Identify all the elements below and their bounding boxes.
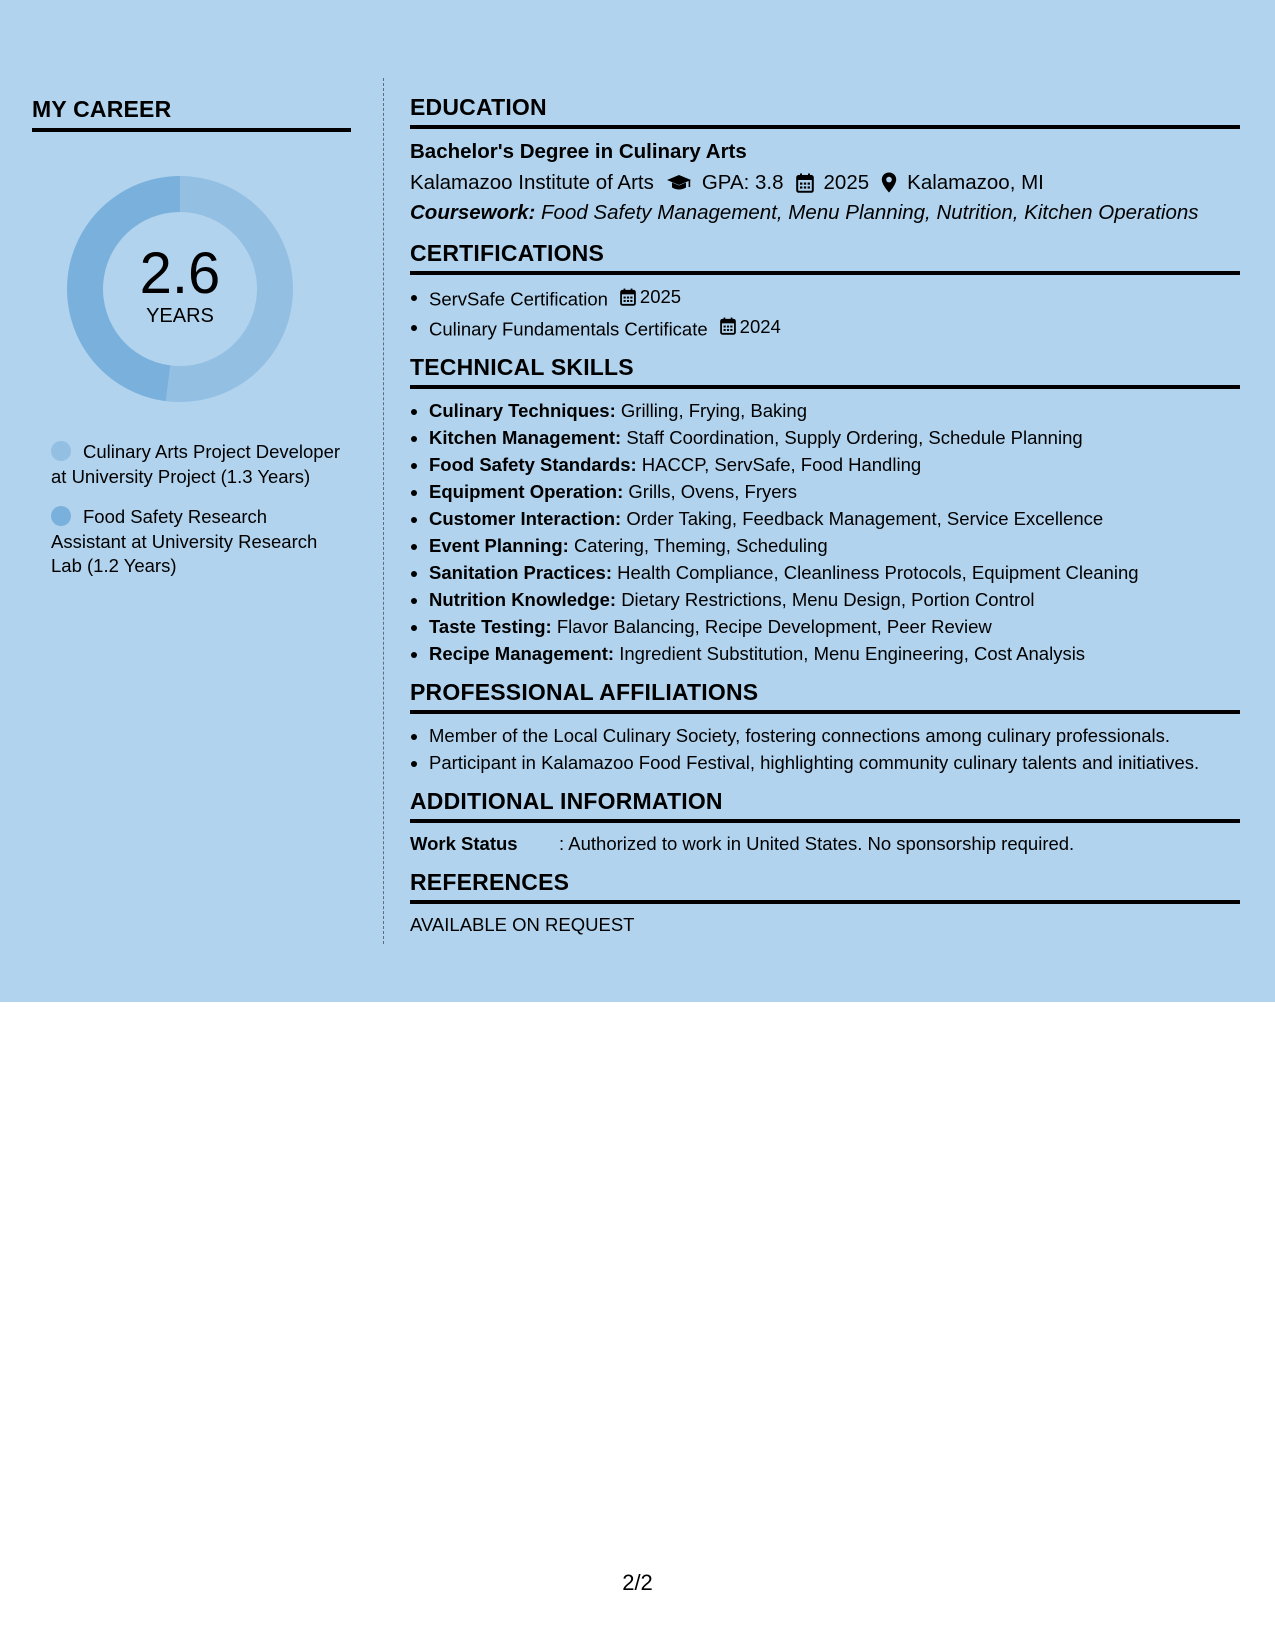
- list-item: Participant in Kalamazoo Food Festival, highlighting community culinary talents and initiatives.: [410, 749, 1240, 776]
- education-location: Kalamazoo, MI: [907, 171, 1044, 194]
- legend-dot-icon: [51, 441, 71, 461]
- degree-title: Bachelor's Degree in Culinary Arts: [410, 140, 747, 163]
- certification-name: ServSafe Certification: [429, 288, 608, 310]
- skill-label: Food Safety Standards:: [429, 454, 637, 475]
- list-item: [410, 313, 1240, 343]
- skill-value: Dietary Restrictions, Menu Design, Portion Control: [621, 589, 1035, 610]
- skill-label: Sanitation Practices:: [429, 562, 613, 583]
- skill-label: Equipment Operation:: [429, 481, 624, 502]
- skill-label: Customer Interaction:: [429, 508, 622, 529]
- certification-year: 2025: [639, 286, 682, 307]
- coursework-list: Food Safety Management, Menu Planning, Nutrition, Kitchen Operations: [541, 201, 1199, 224]
- certifications-list: [410, 283, 1240, 342]
- certifications-section: [410, 240, 1240, 342]
- career-donut-chart: [65, 174, 295, 404]
- list-item: [410, 559, 1240, 586]
- references-section: [410, 869, 1240, 938]
- work-status-value: : Authorized to work in United States. No sponsorship required.: [559, 833, 1075, 854]
- list-item: [410, 532, 1240, 559]
- calendar-icon: [620, 288, 636, 306]
- skill-value: HACCP, ServSafe, Food Handling: [641, 454, 922, 475]
- section-title-education: EDUCATION: [410, 94, 1240, 129]
- work-status-row: [410, 831, 1240, 857]
- additional-info-section: [410, 788, 1240, 857]
- section-title-skills: TECHNICAL SKILLS: [410, 354, 1240, 389]
- list-item: [410, 613, 1240, 640]
- list-item: [410, 478, 1240, 505]
- skill-value: Health Compliance, Cleanliness Protocols, Equipment Cleaning: [617, 562, 1139, 583]
- legend-item-role-1: [51, 440, 341, 489]
- skill-value: Grills, Ovens, Fryers: [628, 481, 797, 502]
- references-text: AVAILABLE ON REQUEST: [410, 914, 635, 935]
- list-item: [410, 505, 1240, 532]
- coursework-label: Coursework:: [410, 201, 536, 224]
- skills-list: [410, 397, 1240, 667]
- skill-label: Culinary Techniques:: [429, 400, 616, 421]
- skill-value: Grilling, Frying, Baking: [620, 400, 807, 421]
- education-details: [410, 167, 1240, 198]
- institution-name: Kalamazoo Institute of Arts: [410, 171, 654, 194]
- list-item: [410, 424, 1240, 451]
- skill-value: Order Taking, Feedback Management, Service Excellence: [626, 508, 1104, 529]
- skill-value: Ingredient Substitution, Menu Engineering, Cost Analysis: [619, 643, 1086, 664]
- list-item: [410, 451, 1240, 478]
- skill-value: Catering, Theming, Scheduling: [573, 535, 828, 556]
- career-title: MY CAREER: [32, 96, 351, 132]
- skill-value: Flavor Balancing, Recipe Development, Peer Review: [556, 616, 992, 637]
- main-column: [410, 94, 1240, 950]
- affiliations-section: [410, 679, 1240, 776]
- gpa-value: GPA: 3.8: [701, 171, 784, 194]
- section-title-references: REFERENCES: [410, 869, 1240, 904]
- legend-role-text: Culinary Arts Project Developer at University Project (1.3 Years): [51, 441, 341, 487]
- list-item: [410, 397, 1240, 424]
- career-years-unit: YEARS: [146, 304, 214, 327]
- list-item: Member of the Local Culinary Society, fostering connections among culinary professionals.: [410, 722, 1240, 749]
- map-pin-icon: [881, 172, 897, 193]
- career-legend: [32, 440, 351, 579]
- calendar-icon: [796, 173, 814, 193]
- skill-label: Nutrition Knowledge:: [429, 589, 617, 610]
- skill-label: Kitchen Management:: [429, 427, 622, 448]
- career-column: [32, 96, 351, 595]
- certification-date: [620, 283, 681, 310]
- list-item: [410, 586, 1240, 613]
- education-section: [410, 94, 1240, 228]
- certification-date: [720, 313, 781, 340]
- column-divider: [383, 78, 384, 944]
- certification-year: 2024: [739, 315, 781, 337]
- graduation-cap-icon: [666, 174, 692, 192]
- calendar-icon: [720, 317, 736, 335]
- donut-center: [65, 174, 295, 404]
- skill-label: Event Planning:: [429, 535, 569, 556]
- list-item: [410, 283, 1240, 313]
- graduation-year: 2025: [823, 171, 870, 194]
- legend-role-text: Food Safety Research Assistant at University Research Lab (1.2 Years): [51, 506, 318, 576]
- work-status-label: Work Status: [410, 833, 518, 854]
- page-number: 2/2: [622, 1570, 653, 1595]
- skill-label: Recipe Management:: [429, 643, 615, 664]
- legend-dot-icon: [51, 506, 71, 526]
- section-title-certifications: CERTIFICATIONS: [410, 240, 1240, 275]
- skills-section: [410, 354, 1240, 667]
- skill-label: Taste Testing:: [429, 616, 552, 637]
- section-title-additional: ADDITIONAL INFORMATION: [410, 788, 1240, 823]
- legend-item-role-2: [51, 505, 341, 579]
- list-item: [410, 640, 1240, 667]
- career-total-years: 2.6: [139, 240, 221, 306]
- affiliations-list: [410, 722, 1240, 776]
- skill-value: Staff Coordination, Supply Ordering, Schedule Planning: [626, 427, 1083, 448]
- coursework-line: [410, 198, 1240, 228]
- section-title-affiliations: PROFESSIONAL AFFILIATIONS: [410, 679, 1240, 714]
- certification-name: Culinary Fundamentals Certificate: [429, 318, 708, 339]
